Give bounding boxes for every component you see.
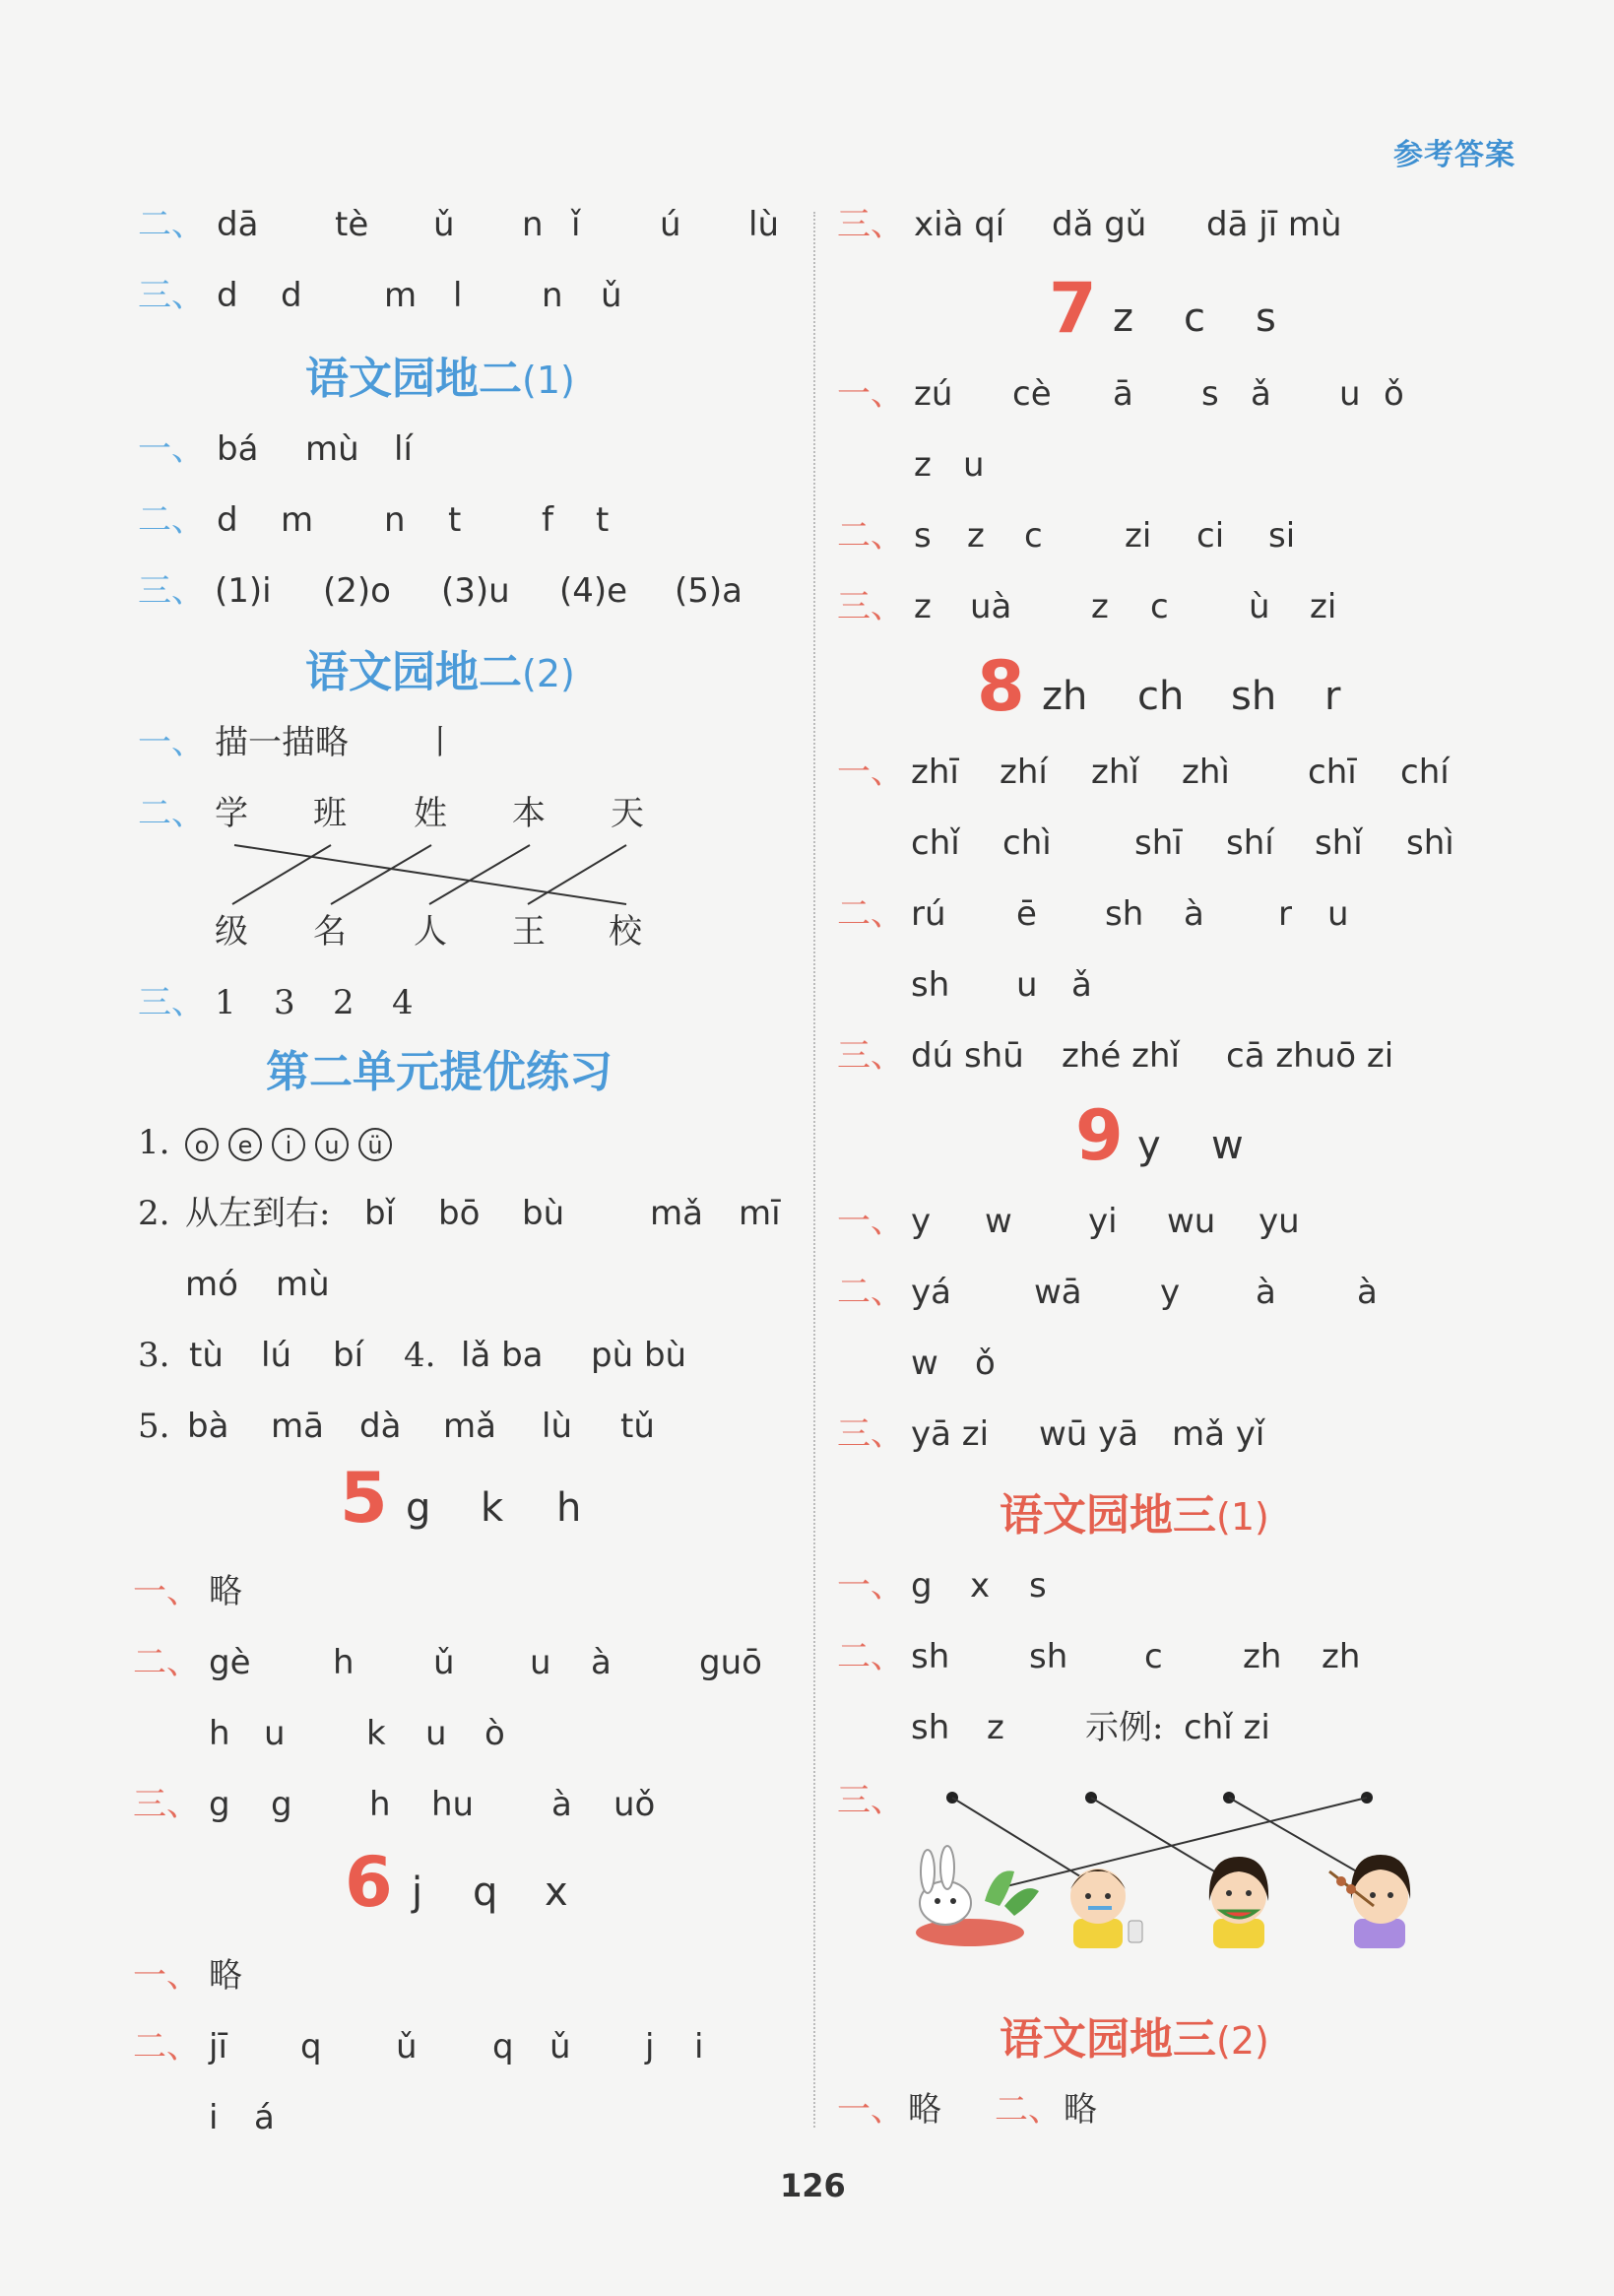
answer-token: ǔ xyxy=(601,276,622,315)
answer-token: ǔ xyxy=(433,1643,455,1682)
question-label: 二、 xyxy=(837,1637,904,1676)
answer-text: 略 xyxy=(209,1572,242,1611)
answer-token: z xyxy=(914,587,932,626)
answer-token: g xyxy=(911,1566,933,1606)
answer-token: 2 xyxy=(333,983,355,1022)
answer-token: jī xyxy=(209,2027,227,2066)
lesson-letter: ch xyxy=(1137,674,1185,719)
lesson-number: 8 xyxy=(977,646,1025,727)
answer-token: ē xyxy=(1016,894,1037,934)
answer-token: sh xyxy=(911,965,950,1005)
circled-letter: i xyxy=(272,1128,305,1161)
answer-token: (2)o xyxy=(323,571,391,611)
match-top-char: 班 xyxy=(313,794,347,833)
lesson-letter: z xyxy=(1113,295,1133,341)
answer-token: (1)i xyxy=(215,571,272,611)
item-number: 1. xyxy=(138,1123,170,1162)
answer-token: u xyxy=(963,445,985,485)
question-label: 三、 xyxy=(837,1036,904,1076)
answer-token: xià qí xyxy=(914,205,1005,244)
answer-token: lú xyxy=(261,1336,291,1375)
answer-token: w xyxy=(985,1202,1012,1241)
section-title-garden3-2 xyxy=(1000,2003,1269,2066)
circled-letter: ü xyxy=(358,1128,392,1161)
answer-token: j xyxy=(645,2027,655,2066)
answer-token: bà xyxy=(187,1407,229,1446)
answer-token: dā xyxy=(217,205,259,244)
answer-token: mī xyxy=(739,1194,781,1233)
answer-token: tè xyxy=(335,205,369,244)
answer-token: mù xyxy=(305,429,359,469)
answer-token: d xyxy=(217,500,238,540)
answer-token: chǐ zi xyxy=(1184,1708,1270,1747)
stroke-glyph: 丨 xyxy=(423,723,457,762)
section-title-text: 语文园地二 xyxy=(305,354,522,404)
question-label: 二、 xyxy=(995,2090,1062,2130)
page-number: 126 xyxy=(780,2167,846,2204)
answer-token: ā xyxy=(1113,374,1133,414)
answer-token: tù xyxy=(189,1336,224,1375)
section-title-text: 语文园地三 xyxy=(1000,1490,1216,1541)
lesson-letter: zh xyxy=(1042,674,1088,719)
answer-token: h xyxy=(369,1785,391,1824)
answer-token: pù bù xyxy=(591,1336,687,1375)
item-number: 3. xyxy=(138,1336,170,1375)
answer-token: y xyxy=(911,1202,932,1241)
answer-token: uǒ xyxy=(613,1785,656,1824)
answer-token: shí xyxy=(1226,823,1274,863)
answer-token: z xyxy=(914,445,932,485)
question-label: 一、 xyxy=(133,1572,200,1611)
answer-token: mó xyxy=(185,1265,238,1304)
garden3-matching-figure xyxy=(837,0,1507,2068)
answer-token: c xyxy=(1024,516,1043,556)
answer-token: yi xyxy=(1088,1202,1118,1241)
question-label: 二、 xyxy=(837,1273,904,1312)
lesson-letter: s xyxy=(1256,295,1276,341)
answer-token: lù xyxy=(748,205,779,244)
answer-token: h xyxy=(333,1643,355,1682)
lesson-letter: sh xyxy=(1231,674,1277,719)
lesson-letter: y xyxy=(1137,1123,1161,1168)
answer-token: mù xyxy=(276,1265,330,1304)
answer-token: ò xyxy=(484,1714,505,1753)
section-title-text: 第二单元提优练习 xyxy=(266,1047,613,1097)
answer-text: 略 xyxy=(1064,2090,1097,2130)
item-number: 5. xyxy=(138,1407,170,1446)
question-label: 二、 xyxy=(133,2027,200,2066)
answer-token: zhé zhǐ xyxy=(1062,1036,1180,1076)
answer-token: ǔ xyxy=(396,2027,418,2066)
answer-token: gè xyxy=(209,1643,251,1682)
answer-token: m xyxy=(384,276,418,315)
answer-text: 描一描略 xyxy=(215,723,349,762)
answer-token: bí xyxy=(333,1336,364,1375)
answer-token: m xyxy=(281,500,314,540)
girl-eating-illustration xyxy=(1209,1857,1268,1948)
answer-token: z xyxy=(967,516,985,556)
item-number: 2. xyxy=(138,1194,170,1233)
answer-token: ǔ xyxy=(433,205,455,244)
circled-letter: o xyxy=(185,1128,219,1161)
question-label: 三、 xyxy=(138,571,205,611)
answer-token: s xyxy=(1029,1566,1047,1606)
answer-token: t xyxy=(448,500,462,540)
answer-token: yā zi xyxy=(911,1414,990,1454)
answer-token: à xyxy=(1357,1273,1378,1312)
question-label: 三、 xyxy=(837,1414,904,1454)
lesson-letter: k xyxy=(481,1485,504,1531)
lesson-letter: c xyxy=(1184,295,1205,341)
answer-token: zhí xyxy=(1000,753,1048,792)
answer-token: shì xyxy=(1406,823,1454,863)
question-label: 二、 xyxy=(138,794,205,833)
answer-token: à xyxy=(551,1785,572,1824)
section-title-text: 语文园地三 xyxy=(1000,2014,1216,2065)
lesson-letter: w xyxy=(1211,1123,1244,1168)
answer-token: f xyxy=(542,500,553,540)
answer-token: s xyxy=(1201,374,1219,414)
answer-token: zú xyxy=(914,374,953,414)
answer-token: d xyxy=(217,276,238,315)
answer-token: ci xyxy=(1196,516,1225,556)
question-label: 一、 xyxy=(133,1956,200,1996)
answer-token: n xyxy=(522,205,544,244)
answer-token: zhì xyxy=(1182,753,1230,792)
answer-token: yu xyxy=(1259,1202,1300,1241)
boy-brushing-illustration xyxy=(1070,1869,1142,1948)
circled-letter: e xyxy=(228,1128,262,1161)
section-title-text: 语文园地二 xyxy=(305,647,522,697)
match-bottom-char: 王 xyxy=(512,912,546,951)
section-title-unit2 xyxy=(266,1036,613,1099)
answer-token: ǎ xyxy=(1251,374,1271,414)
answer-token: i xyxy=(209,2098,219,2137)
answer-token: z xyxy=(987,1708,1004,1747)
question-label: 一、 xyxy=(138,429,205,469)
answer-token: t xyxy=(596,500,610,540)
answer-token: zhǐ xyxy=(1091,753,1139,792)
answer-token: dā jī mù xyxy=(1206,205,1342,244)
answer-token: ǎ xyxy=(1071,965,1092,1005)
answer-token: bō xyxy=(438,1194,481,1233)
answer-token: zi xyxy=(1125,516,1152,556)
answer-token: sh xyxy=(1105,894,1144,934)
lesson-letter: g xyxy=(406,1485,431,1531)
question-label: 二、 xyxy=(138,500,205,540)
rabbit-radish-illustration xyxy=(916,1846,1039,1946)
answer-token: (5)a xyxy=(675,571,742,611)
answer-token: mǎ yǐ xyxy=(1172,1414,1265,1454)
answer-token: mǎ xyxy=(443,1407,496,1446)
question-label: 三、 xyxy=(133,1785,200,1824)
item-text: 从左到右: xyxy=(185,1194,331,1233)
answer-token: u xyxy=(1339,374,1361,414)
lesson-letter: x xyxy=(545,1870,568,1915)
answer-token: q xyxy=(300,2027,322,2066)
answer-token: mǎ xyxy=(650,1194,703,1233)
answer-token: wā xyxy=(1034,1273,1082,1312)
question-label: 一、 xyxy=(837,753,904,792)
question-label: 二、 xyxy=(138,205,205,244)
matching-lines xyxy=(138,0,788,985)
answer-token: bá xyxy=(217,429,259,469)
section-title-sub: (1) xyxy=(1216,1495,1269,1539)
answer-token: dú shū xyxy=(911,1036,1024,1076)
answer-token: zh xyxy=(1243,1637,1282,1676)
answer-token: cā zhuō zi xyxy=(1226,1036,1394,1076)
answer-token: i xyxy=(694,2027,704,2066)
answer-token: zi xyxy=(1310,587,1337,626)
question-label: 二、 xyxy=(133,1643,200,1682)
answer-token: bǐ xyxy=(364,1194,396,1233)
answer-token: à xyxy=(591,1643,612,1682)
answer-token: à xyxy=(1184,894,1204,934)
match-lines xyxy=(952,1798,1374,1889)
section-title-sub: (2) xyxy=(522,652,575,695)
answer-token: lǎ ba xyxy=(461,1336,544,1375)
answer-token: à xyxy=(1256,1273,1276,1312)
question-label: 一、 xyxy=(837,1566,904,1606)
match-bottom-char: 名 xyxy=(313,912,347,951)
question-label: 一、 xyxy=(138,723,205,762)
question-label: 三、 xyxy=(837,205,904,244)
answer-token: lí xyxy=(394,429,413,469)
answer-token: g xyxy=(209,1785,230,1824)
answer-token: á xyxy=(254,2098,275,2137)
answer-token: chì xyxy=(1002,823,1052,863)
match-top-char: 本 xyxy=(512,794,546,833)
answer-token: si xyxy=(1268,516,1296,556)
answer-token: cè xyxy=(1012,374,1052,414)
answer-token: rú xyxy=(911,894,946,934)
answer-token: 4 xyxy=(392,983,414,1022)
lesson-number: 5 xyxy=(340,1458,388,1539)
answer-token: ù xyxy=(1249,587,1270,626)
column-divider xyxy=(813,212,815,2128)
answer-token: w xyxy=(911,1344,938,1383)
answer-token: n xyxy=(384,500,406,540)
question-label: 二、 xyxy=(837,894,904,934)
answer-token: ǔ xyxy=(549,2027,571,2066)
lesson-number: 7 xyxy=(1049,268,1097,349)
circled-letter: u xyxy=(315,1128,349,1161)
lesson-number: 6 xyxy=(345,1842,393,1923)
question-label: 三、 xyxy=(138,983,205,1022)
lesson-letter: q xyxy=(473,1870,498,1915)
girl-skewer-illustration xyxy=(1329,1855,1410,1948)
answer-token: u xyxy=(425,1714,447,1753)
answer-token: s xyxy=(914,516,932,556)
answer-token: x xyxy=(970,1566,991,1606)
match-top-char: 姓 xyxy=(414,794,447,833)
answer-token: 3 xyxy=(274,983,295,1022)
answer-token: zh xyxy=(1322,1637,1361,1676)
match-bottom-char: 校 xyxy=(609,912,642,951)
answer-token: c xyxy=(1150,587,1169,626)
answer-token: yá xyxy=(911,1273,951,1312)
answer-token: (3)u xyxy=(441,571,510,611)
answer-token: 1 xyxy=(215,983,236,1022)
answer-token: c xyxy=(1144,1637,1163,1676)
answer-token: (4)e xyxy=(559,571,628,611)
example-label: 示例: xyxy=(1085,1708,1164,1747)
answer-text: 略 xyxy=(209,1956,242,1996)
answer-token: d xyxy=(281,276,302,315)
answer-token: wu xyxy=(1167,1202,1216,1241)
answer-token: u xyxy=(264,1714,286,1753)
answer-token: u xyxy=(1327,894,1349,934)
answer-token: ú xyxy=(660,205,681,244)
lesson-letter: h xyxy=(556,1485,582,1531)
answer-token: wū yā xyxy=(1039,1414,1139,1454)
section-title-sub: (2) xyxy=(1216,2019,1269,2063)
question-label: 一、 xyxy=(837,1202,904,1241)
answer-token: chǐ xyxy=(911,823,960,863)
question-label: 二、 xyxy=(837,516,904,556)
match-top-char: 天 xyxy=(611,794,644,833)
answer-token: shǐ xyxy=(1315,823,1363,863)
page-header: 参考答案 xyxy=(1393,138,1516,172)
answer-token: u xyxy=(530,1643,551,1682)
question-label: 三、 xyxy=(138,276,205,315)
answer-token: h xyxy=(209,1714,230,1753)
lesson-letter: r xyxy=(1324,674,1341,719)
answer-token: bù xyxy=(522,1194,565,1233)
question-label: 三、 xyxy=(837,1781,904,1820)
answer-token: u xyxy=(1016,965,1038,1005)
answer-token: uà xyxy=(970,587,1012,626)
answer-token: shī xyxy=(1134,823,1183,863)
answer-token: guō xyxy=(699,1643,762,1682)
item-number: 4. xyxy=(404,1336,436,1375)
answer-token: k xyxy=(366,1714,386,1753)
answer-token: sh xyxy=(911,1637,950,1676)
answer-token: tǔ xyxy=(620,1407,655,1446)
answer-token: ǐ xyxy=(571,205,581,244)
lesson-number: 9 xyxy=(1075,1095,1124,1176)
answer-token: q xyxy=(492,2027,514,2066)
answer-token: dà xyxy=(359,1407,402,1446)
answer-token: g xyxy=(271,1785,292,1824)
question-label: 一、 xyxy=(837,2090,904,2130)
question-label: 三、 xyxy=(837,587,904,626)
answer-token: ǒ xyxy=(975,1344,996,1383)
match-bottom-char: 级 xyxy=(215,912,248,951)
answer-text: 略 xyxy=(908,2090,941,2130)
answer-token: lù xyxy=(542,1407,572,1446)
match-dots xyxy=(946,1792,1373,1804)
section-title-sub: (1) xyxy=(522,359,575,402)
answer-token: y xyxy=(1160,1273,1181,1312)
answer-token: ǒ xyxy=(1384,374,1404,414)
question-label: 一、 xyxy=(837,374,904,414)
lesson-letter: j xyxy=(412,1870,423,1915)
answer-token: chí xyxy=(1400,753,1450,792)
answer-token: hu xyxy=(431,1785,475,1824)
answer-token: mā xyxy=(271,1407,324,1446)
answer-token: zhī xyxy=(911,753,959,792)
answer-token: r xyxy=(1278,894,1292,934)
answer-token: dǎ gǔ xyxy=(1052,205,1147,244)
match-top-char: 学 xyxy=(215,794,248,833)
answer-token: z xyxy=(1091,587,1109,626)
match-bottom-char: 人 xyxy=(414,912,447,951)
answer-token: chī xyxy=(1308,753,1357,792)
answer-token: sh xyxy=(1029,1637,1068,1676)
answer-token: sh xyxy=(911,1708,950,1747)
answer-token: n xyxy=(542,276,563,315)
answer-token: l xyxy=(453,276,463,315)
